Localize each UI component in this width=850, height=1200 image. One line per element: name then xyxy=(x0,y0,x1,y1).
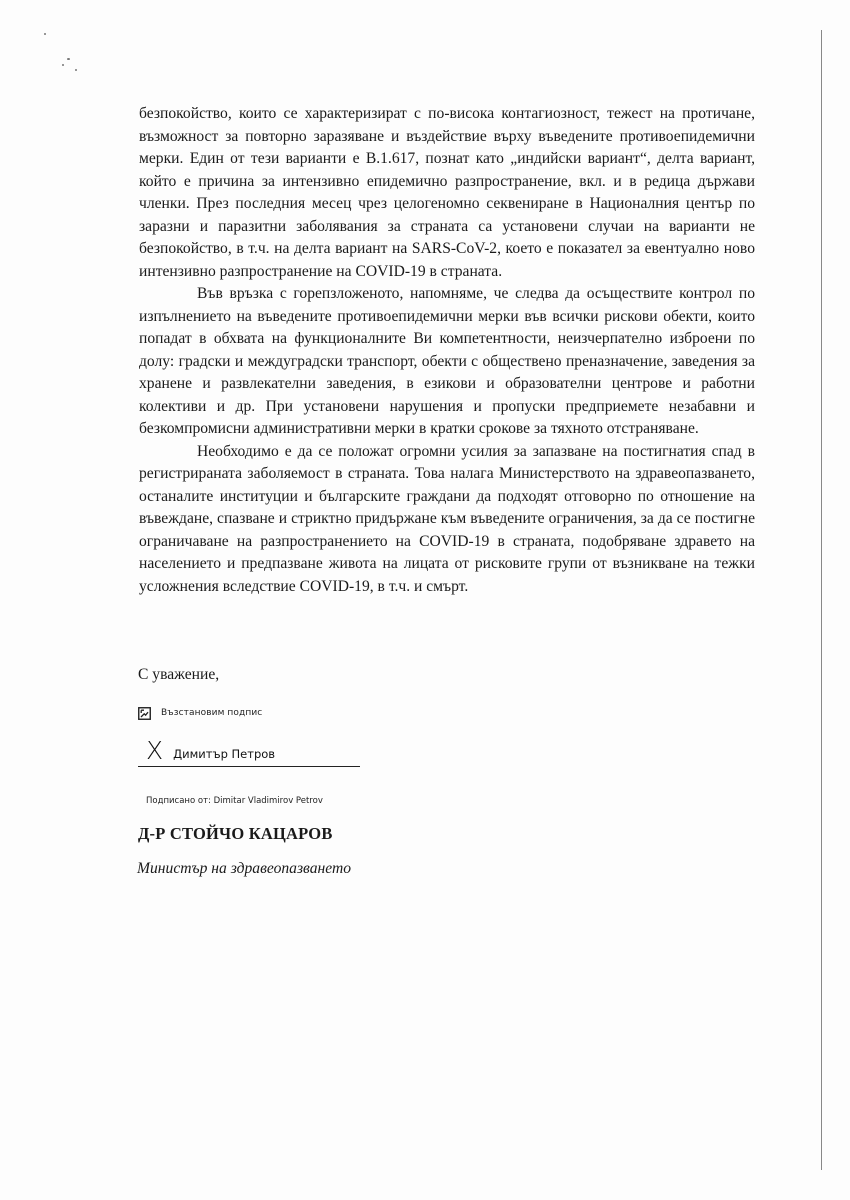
paragraph-2: Във връзка с горепзложеното, напомняме, че следва да осъществите контрол по изпълнението на въведените противоепидемични мерки във всички рискови обекти, които попадат в обхвата на функционалните Ви компетентности, неизчерпателно изброени по долу: градски и междуградски транспорт, обекти с обществено преназначение, заведения за хранене и развлекателни заведения, в езикови и образователни центрове и работни колективи и др. При установени нарушения и пропуски предприемете незабавни и безкомпромисни административни мерки в кратки срокове за тяхното отстраняване. xyxy=(139,285,755,437)
scan-edge-line xyxy=(821,30,822,1170)
scan-speck xyxy=(44,33,46,35)
signature-line xyxy=(138,737,360,767)
recoverable-signature-icon xyxy=(138,707,151,720)
paragraph-3: Необходимо е да се положат огромни усилия за запазване на постигнатия спад в регистрираната заболяемост в страната. Това налага Министерството на здравеопазването, останалите институции и българските граждани да подходят отговорно по отношение на въвеждане, спазване и стриктно придържане към въведените ограничения, за да се постигне ограничаване на разпространението на COVID-19 в страната, подобряване здравето на населението и предпазване живота на лицата от рисковите групи от възникване на тежки усложнения вследствие COVID-19, в т.ч. и смърт. xyxy=(139,442,755,595)
signature-name: Димитър Петров xyxy=(173,747,276,761)
recoverable-signature-label: Възстановим подпис xyxy=(161,708,263,718)
paragraph-1: безпокойство, които се характеризират с по-висока контагиозност, тежест на протичане, възможност за повторно заразяване и въздействие върху въведените противоепидемични мерки. Един от тези варианти е B.1.617, познат като „индийски вариант“, делта вариант, който е причина за интензивно епидемично разпространение, вкл. и в редица държави членки. През последния месец чрез целогеномно секвениране в Националния център по заразни и паразитни заболявания за страната са установени случаи на варианти не безпокойство, в т.ч. на делта вариант на SARS-CoV-2, което е показател за евентуално ново интензивно разпространение на COVID-19 в страната. xyxy=(139,105,755,280)
closing-salutation: С уважение, xyxy=(138,666,220,683)
scan-speck xyxy=(62,64,64,66)
signer-name: Д-Р СТОЙЧО КАЦАРОВ xyxy=(138,824,333,843)
digital-signature-block xyxy=(138,703,360,767)
signature-x-mark: X xyxy=(146,736,164,765)
signer-title: Министър на здравеопазването xyxy=(137,860,352,877)
scan-speck xyxy=(75,69,77,71)
recoverable-signature-row xyxy=(138,703,360,723)
signed-by-line: Подписано от: Dimitar Vladimirov Petrov xyxy=(146,796,323,806)
letter-body xyxy=(139,103,755,598)
scan-speck xyxy=(67,58,70,60)
